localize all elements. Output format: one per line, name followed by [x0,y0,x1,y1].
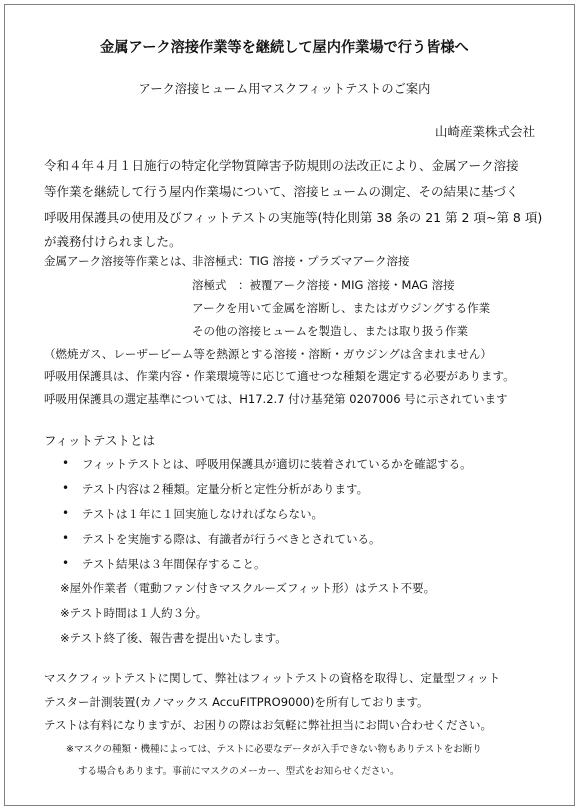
fit-test-note: ※テスト時間は１人約３分。 [60,606,208,620]
closing-line: テスター計測装置(カノマックス AccuFITPRO9000)を所有しております。 [44,695,429,709]
page-subtitle: アーク溶接ヒューム用マスクフィットテストのご案内 [138,81,431,96]
fit-test-heading: フィットテストとは [44,433,156,448]
intro-line: が義務付けられました。 [44,234,182,249]
intro-line: 令和４年４月１日施行の特定化学物質障害予防規則の法改正により、金属アーク溶接 [44,158,519,173]
fit-test-bullet: テストは１年に１回実施しなければならない。 [82,507,324,521]
definition-gouging: アークを用いて金属を溶断し、またはガウジングする作業 [192,301,491,315]
intro-line: 呼吸用保護具の使用及びフィットテストの実施等(特化則第 38 条の 21 第 2 項~第 8 項) [44,210,543,225]
footnote-line: ※マスクの種類・機種によっては、テストに必要なデータが入手できない物もありテストをお断り [66,744,482,755]
bullet-mark: • [62,531,70,545]
fit-test-bullet: テスト結果は３年間保存すること。 [82,557,266,571]
ppe-selection-line: 呼吸用保護具は、作業内容・作業環境等に応じて適せつな種類を選定する必要があります。 [44,369,515,383]
closing-line: テストは有料になりますが、お困りの際はお気軽に弊社担当にお問い合わせください。 [44,718,493,732]
intro-line: 等作業を継続して行う屋内作業場について、溶接ヒュームの測定、その結果に基づく [44,184,519,199]
fit-test-note: ※テスト終了後、報告書を提出いたします。 [60,631,287,645]
closing-line: マスクフィットテストに関して、弊社はフィットテストの資格を取得し、定量型フィット [44,671,501,685]
bullet-mark: • [62,481,70,495]
bullet-mark: • [62,556,70,570]
bullet-mark: • [62,506,70,520]
definition-exclusion: （燃焼ガス、レーザービーム等を熱源とする溶接・溶断・ガウジングは含まれません） [44,347,492,361]
company-name: 山崎産業株式会社 [434,124,535,139]
definition-consumable: 溶極式 ：被覆アーク溶接・MIG 溶接・MAG 溶接 [192,278,455,292]
fit-test-bullet: フィットテストとは、呼吸用保護具が適切に装着されているかを確認する。 [82,457,472,471]
bullet-mark: • [62,456,70,470]
fit-test-note: ※屋外作業者（電動ファン付きマスクルーズフィット形）はテスト不要。 [60,581,436,595]
fit-test-bullet: テスト内容は２種類。定量分析と定性分析があります。 [82,482,369,496]
fit-test-bullet: テストを実施する際は、有識者が行うべきとされている。 [82,532,381,546]
definition-label: 金属アーク溶接等作業とは、 [44,254,194,268]
ppe-standard-line: 呼吸用保護具の選定基準については、H17.2.7 付け基発第 0207006 号に示されています [44,392,508,406]
definition-other: その他の溶接ヒュームを製造し、または取り扱う作業 [192,324,468,338]
definition-non-consumable: 非溶極式：TIG 溶接・プラズマアーク溶接 [192,254,410,268]
page-title: 金属アーク溶接作業等を継続して屋内作業場で行う皆様へ [100,40,469,56]
footnote-line: する場合もあります。事前にマスクのメーカー、型式をお知らせください。 [78,766,400,777]
